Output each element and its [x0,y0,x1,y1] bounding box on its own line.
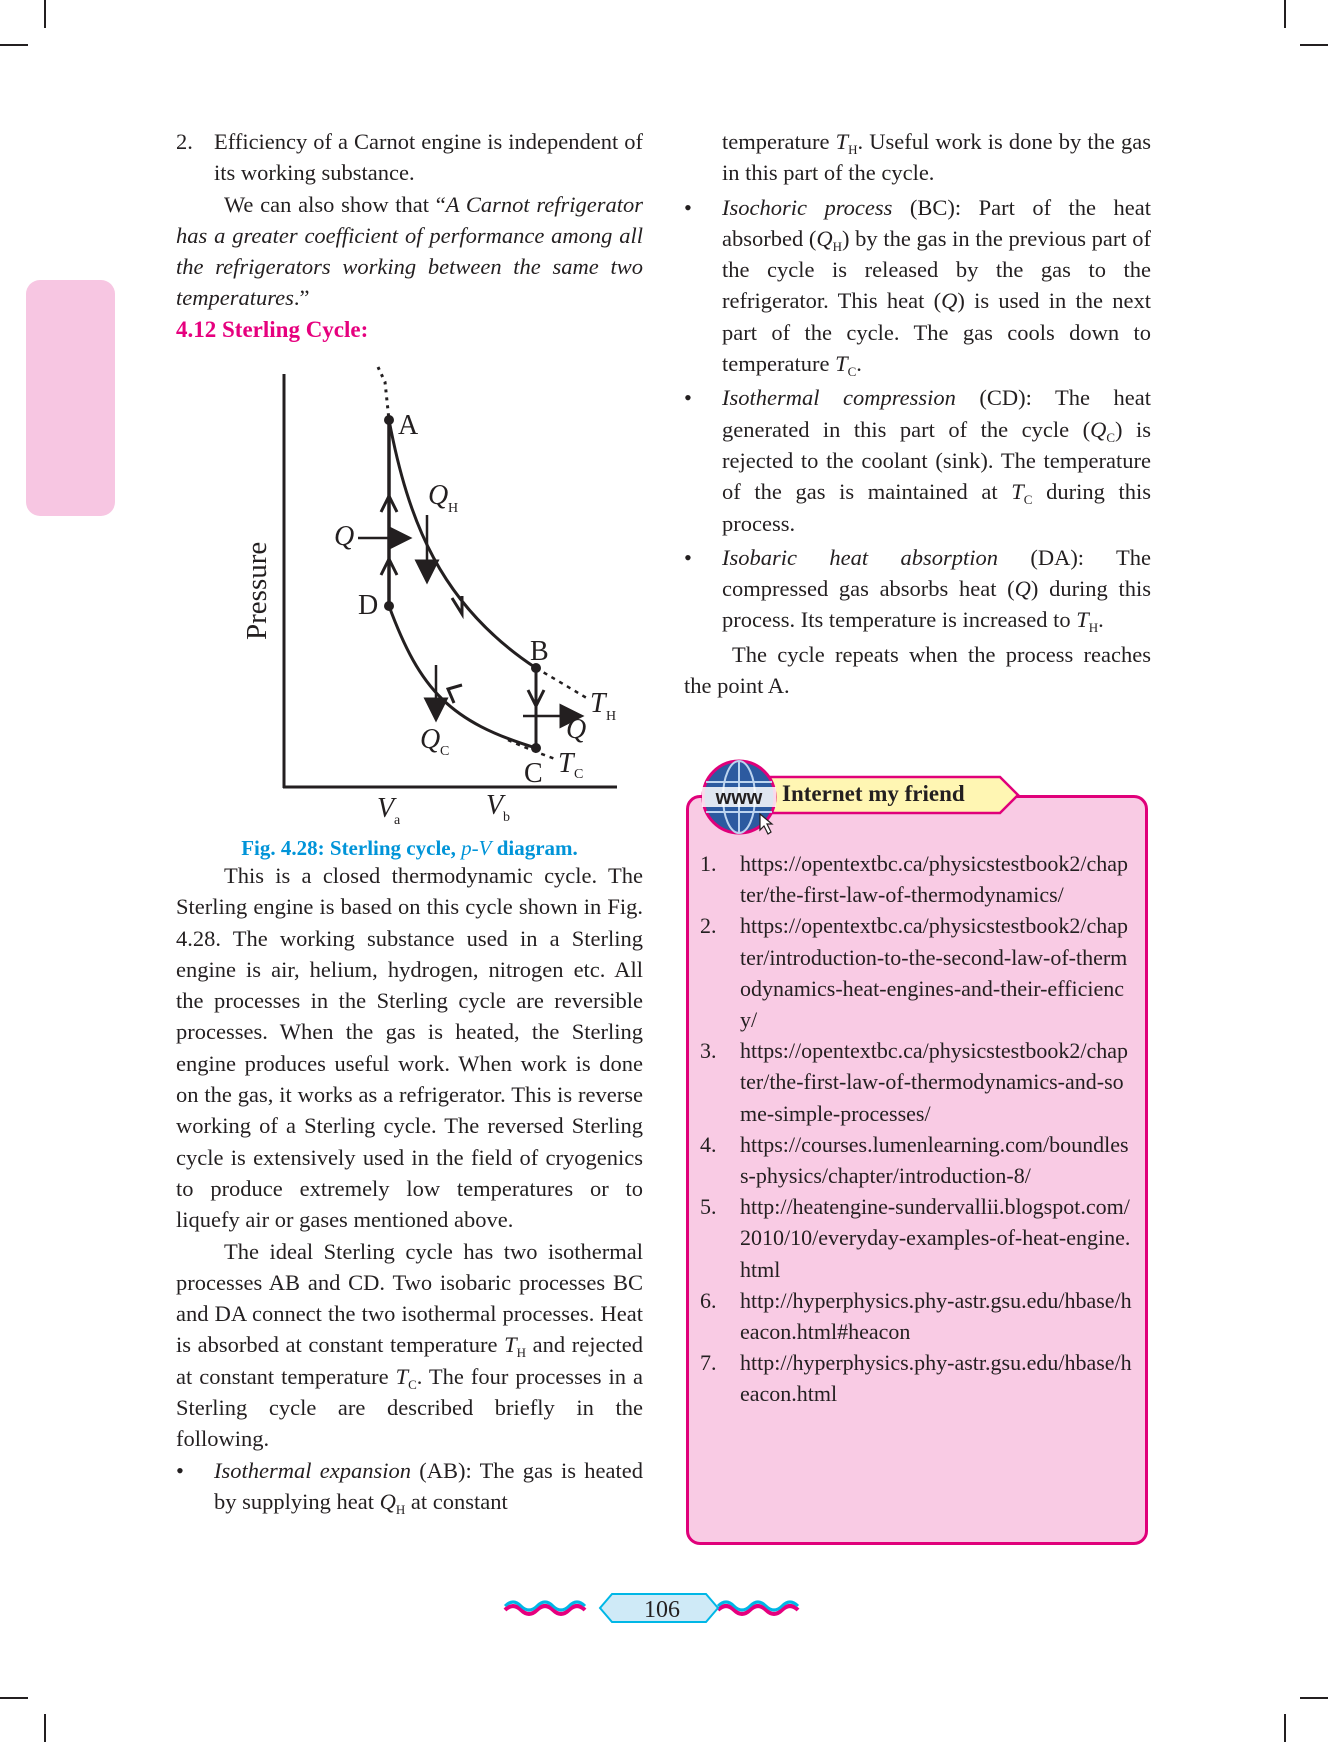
url-link[interactable]: http://heatengine-sundervallii.blogspot.com/2010/10/everyday-examples-of-heat-engine.html [740,1194,1131,1282]
link-item: 4. https://courses.lumenlearning.com/boundless-physics/chapter/introduction-8/ [700,1131,1129,1189]
va-label: V [377,793,395,824]
crop-mark [0,1697,28,1699]
left-column-bottom [176,860,643,1517]
link-item: 7. http://hyperphysics.phy-astr.gsu.edu/hbase/heacon.html [700,1350,1132,1407]
va-label-sub: a [394,813,401,828]
url-link[interactable]: https://opentextbc.ca/physicstestbook2/chapter/the-first-law-of-thermodynamics/ [740,851,1128,908]
crop-mark [0,44,28,46]
crop-mark [1284,1714,1286,1742]
url-link[interactable]: http://hyperphysics.phy-astr.gsu.edu/hbase/heacon.html#heacon [740,1287,1132,1345]
paragraph: The ideal Sterling cycle has two isothermal processes AB and CD. Two isobaric processes BC and DA connect the two isothermal processes. Heat is absorbed at constant temperature $T_H$ and rejected at constant temperature $T_C$. The four processes in a Sterling cycle are described briefly in the following. [176,1238,643,1452]
link-item: 1. https://opentextbc.ca/physicstestbook2/chapter/the-first-law-of-thermodynamics/ [700,851,1128,908]
url-link[interactable]: https://opentextbc.ca/physicstestbook2/chapter/the-first-law-of-thermodynamics-and-some-simple-processes/ [740,1038,1128,1126]
bullet-item: • Isothermal expansion (AB): The gas is heated by supplying heat $Q_H$ at constant [176,1457,643,1517]
qc-label: Q [420,724,441,755]
q-out-label: Q [566,714,587,745]
link-item: 6. http://hyperphysics.phy-astr.gsu.edu/hbase/heacon.html#heacon [700,1287,1132,1345]
paragraph: We can also show that “A Carnot refrigerator has a greater coefficient of performance among all the refrigerators working between the same two temperatures.” [176,191,643,311]
arrow-down [452,596,462,614]
q-in-label: Q [334,521,355,552]
vb-label-sub: b [503,810,510,825]
qc-label-sub: C [440,744,450,759]
side-tab [26,280,115,516]
bullet-item: • Isobaric heat absorption (DA): The compressed gas absorbs heat (Q) during this process. Its temperature is increased to $T_H$. [684,544,1151,636]
paragraph: temperature $T_H$. Useful work is done by the gas in this part of the cycle. [722,129,1152,186]
bullet-item: • Isochoric process (BC): Part of the heat absorbed $(Q_H)$ by the gas in the previous part of the cycle is released by the gas to the refrigerator. This heat (Q) is used in the next part of the cycle. The gas cools down to temperature $T_C$. [684,194,1152,380]
url-link[interactable]: https://courses.lumenlearning.com/boundless-physics/chapter/introduction-8/ [740,1131,1129,1189]
tc-label-sub: C [574,767,584,782]
globe-www-icon [700,758,778,836]
process-ab [389,420,536,668]
www-badge-text: www [715,787,763,809]
tc-label: T [558,748,574,779]
sterling-cycle-pv-diagram [230,362,630,832]
figure-caption: Fig. 4.28: Sterling cycle, p-V diagram. [241,836,578,860]
point-d-marker [384,601,394,611]
point-a-label: A [398,410,419,441]
arrow-left [448,685,462,703]
crop-mark [1300,44,1328,46]
link-item: 5. http://heatengine-sundervallii.blogspot.com/2010/10/everyday-examples-of-heat-engine.html [700,1194,1131,1282]
link-item: 3. https://opentextbc.ca/physicstestbook2/chapter/the-first-law-of-thermodynamics-and-some-simple-processes/ [700,1038,1128,1126]
page-number: 106 [644,1597,680,1623]
y-axis-label: Pressure [241,541,273,640]
qh-label: Q [428,480,449,511]
vb-label: V [486,790,504,821]
crop-mark [1284,0,1286,28]
left-column-top [176,126,643,345]
process-cd [389,606,536,748]
point-c-marker [531,743,541,753]
url-link[interactable]: https://opentextbc.ca/physicstestbook2/chapter/introduction-to-the-second-law-of-thermodynamics-heat-engines-and-their-efficiency/ [740,913,1128,1033]
right-column [684,126,1151,701]
dotted-extension [378,367,389,420]
paragraph: This is a closed thermodynamic cycle. The Sterling engine is based on this cycle shown in Fig. 4.28. The working substance used in a Sterling engine is air, helium, hydrogen, nitrogen etc. All the processes in the Sterling cycle are reversible processes. When the gas is heated, the Sterling engine produces useful work. When work is done on the gas, it works as a refrigerator. This is reverse working of a Sterling cycle. The reversed Sterling cycle is extensively used in the field of cryogenics to produce extremely low temperatures or to liquefy air or gases mentioned above. [176,863,643,1233]
internet-my-friend-label: Internet my friend [752,775,1020,815]
link-item: 2. https://opentextbc.ca/physicstestbook2/chapter/introduction-to-the-second-law-of-thermodynamics-heat-engines-and-their-efficiency/ [700,913,1128,1033]
th-label: T [590,688,606,719]
section-heading: 4.12 Sterling Cycle: [176,316,369,342]
point-a-marker [384,415,394,425]
crop-mark [1300,1697,1328,1699]
page-number-ornament [0,1588,1328,1628]
bullet-item: • Isothermal compression (CD): The heat generated in this part of the cycle $(Q_C)$ is rejected to the coolant (sink). The temperature of the gas is maintained at $T_C$ during this process. [684,385,1151,536]
point-c-label: C [524,758,543,789]
paragraph: The cycle repeats when the process reaches the point A. [684,641,1151,699]
point-d-label: D [358,590,379,621]
numbered-item: 2. Efficiency of a Carnot engine is independent of its working substance. [176,129,643,186]
qh-label-sub: H [448,501,459,516]
point-b-label: B [530,636,549,667]
crop-mark [44,1714,46,1742]
links-list [700,848,1134,1410]
th-label-sub: H [606,709,617,724]
th-isotherm-extension [536,668,590,700]
crop-mark [44,0,46,28]
url-link[interactable]: http://hyperphysics.phy-astr.gsu.edu/hbase/heacon.html [740,1350,1132,1407]
